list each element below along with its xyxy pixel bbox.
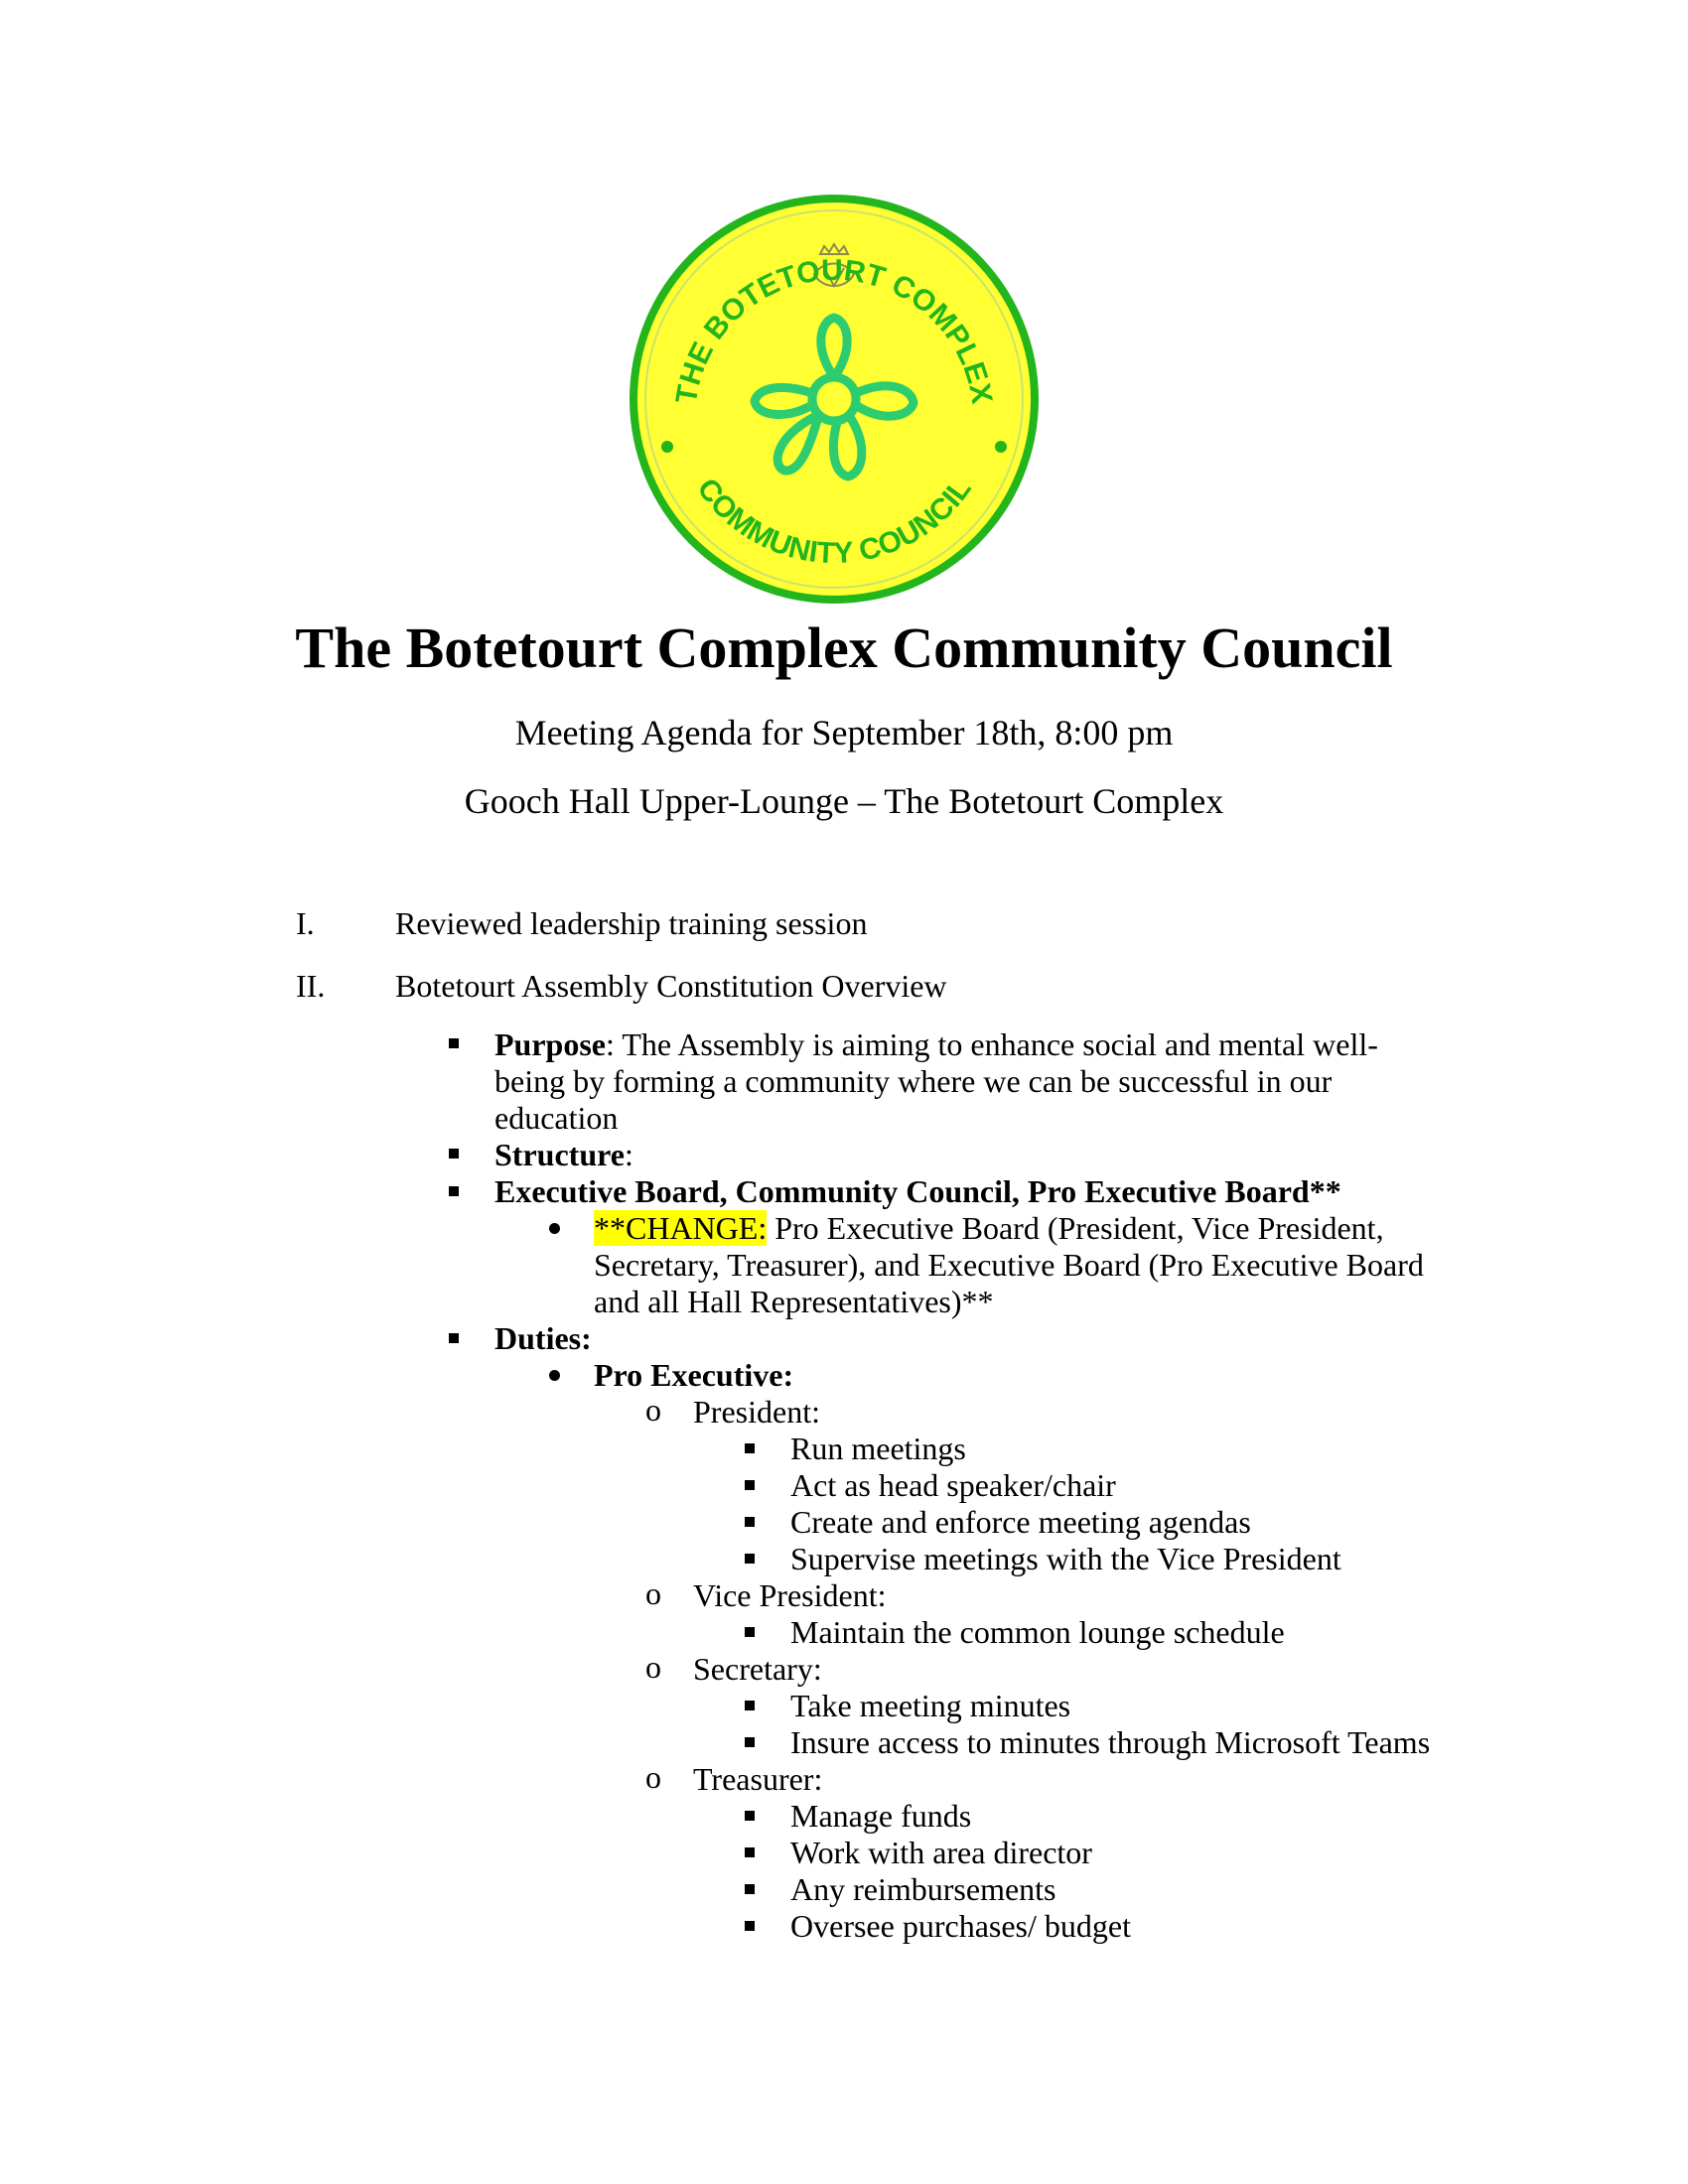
president-duty: Supervise meetings with the Vice President — [790, 1541, 1341, 1576]
change-line-1: **CHANGE: Pro Executive Board (President, Vice President, — [594, 1210, 1384, 1246]
round-bullet-icon — [549, 1370, 560, 1381]
council-logo-seal — [626, 191, 1043, 608]
treasurer-duty: Oversee purchases/ budget — [790, 1908, 1131, 1944]
square-bullet-icon — [745, 1921, 755, 1931]
meeting-subtitle: Meeting Agenda for September 18th, 8:00 pm — [514, 713, 1174, 752]
agenda-number-1: I. — [296, 905, 315, 941]
logo-top-text: THE BOTETOURT COMPLEX — [669, 253, 999, 406]
pro-executive-label: Pro Executive: — [594, 1357, 794, 1393]
president-duty: Run meetings — [790, 1431, 966, 1466]
meeting-location: Gooch Hall Upper-Lounge – The Botetourt Complex — [464, 781, 1224, 821]
change-highlight: **CHANGE: — [594, 1210, 768, 1246]
square-bullet-icon — [745, 1443, 755, 1453]
vice-president-label: Vice President: — [693, 1577, 887, 1613]
circle-bullet-icon: o — [645, 1575, 661, 1611]
square-bullet-icon — [745, 1480, 755, 1490]
square-bullet-icon — [745, 1554, 755, 1564]
square-bullet-icon — [745, 1627, 755, 1637]
agenda-number-2: II. — [296, 968, 326, 1004]
structure-label: Structure: — [494, 1137, 633, 1172]
circle-bullet-icon: o — [645, 1649, 661, 1685]
agenda-item-2: Botetourt Assembly Constitution Overview — [395, 968, 947, 1004]
square-bullet-icon — [745, 1847, 755, 1857]
treasurer-duty: Manage funds — [790, 1798, 972, 1834]
duties-label: Duties: — [494, 1320, 592, 1356]
secretary-duty: Insure access to minutes through Microsoft Teams — [790, 1724, 1431, 1760]
president-duty: Act as head speaker/chair — [790, 1467, 1116, 1503]
square-bullet-icon — [449, 1333, 459, 1343]
purpose-line-1: Purpose: The Assembly is aiming to enhance social and mental well- — [494, 1026, 1378, 1062]
circle-bullet-icon: o — [645, 1759, 661, 1795]
round-bullet-icon — [549, 1223, 560, 1234]
square-bullet-icon — [449, 1149, 459, 1159]
square-bullet-icon — [745, 1811, 755, 1821]
secretary-label: Secretary: — [693, 1651, 822, 1687]
agenda-item-1: Reviewed leadership training session — [395, 905, 868, 941]
vice-president-duty: Maintain the common lounge schedule — [790, 1614, 1285, 1650]
treasurer-duty: Work with area director — [790, 1835, 1092, 1870]
secretary-duty: Take meeting minutes — [790, 1688, 1071, 1723]
square-bullet-icon — [745, 1701, 755, 1710]
president-duty: Create and enforce meeting agendas — [790, 1504, 1251, 1540]
square-bullet-icon — [449, 1186, 459, 1196]
treasurer-duty: Any reimbursements — [790, 1871, 1056, 1907]
square-bullet-icon — [745, 1884, 755, 1894]
logo-bottom-text: COMMUNITY COUNCIL — [690, 473, 978, 571]
square-bullet-icon — [745, 1737, 755, 1747]
purpose-line-3: education — [494, 1100, 619, 1136]
square-bullet-icon — [449, 1038, 459, 1048]
page-title: The Botetourt Complex Community Council — [295, 615, 1393, 680]
treasurer-label: Treasurer: — [693, 1761, 823, 1797]
executive-board-label: Executive Board, Community Council, Pro Executive Board** — [494, 1173, 1341, 1209]
square-bullet-icon — [745, 1517, 755, 1527]
change-line-3: and all Hall Representatives)** — [594, 1284, 994, 1319]
president-label: President: — [693, 1394, 820, 1430]
purpose-line-2: being by forming a community where we can be successful in our — [494, 1063, 1333, 1099]
change-line-2: Secretary, Treasurer), and Executive Board (Pro Executive Board — [594, 1247, 1424, 1283]
circle-bullet-icon: o — [645, 1392, 661, 1428]
